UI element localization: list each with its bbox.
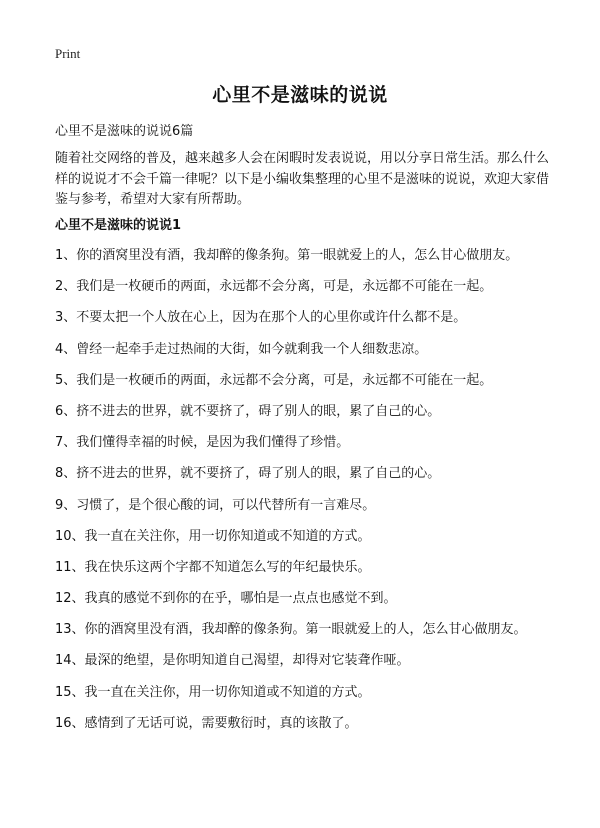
- list-item: 10、我一直在关注你，用一切你知道或不知道的方式。: [55, 528, 371, 544]
- intro-paragraph: 随着社交网络的普及，越来越多人会在闲暇时发表说说，用以分享日常生活。那么什么样的说说才不会千篇一律呢？以下是小编收集整理的心里不是滋味的说说，欢迎大家借鉴与参考，希望对大家有所帮助。: [55, 151, 550, 207]
- list-item: 11、我在快乐这两个字都不知道怎么写的年纪最快乐。: [55, 559, 371, 575]
- list-item: 9、习惯了，是个很心酸的词，可以代替所有一言难尽。: [55, 497, 376, 513]
- list-item: 15、我一直在关注你，用一切你知道或不知道的方式。: [55, 684, 371, 700]
- list-item: 8、挤不进去的世界，就不要挤了，碍了别人的眼，累了自己的心。: [55, 466, 441, 482]
- list-item: 2、我们是一枚硬币的两面，永远都不会分离，可是，永远都不可能在一起。: [55, 279, 493, 295]
- list-item: 6、挤不进去的世界，就不要挤了，碍了别人的眼，累了自己的心。: [55, 403, 441, 419]
- list-item: 1、你的酒窝里没有酒，我却醉的像条狗。第一眼就爱上的人，怎么甘心做朋友。: [55, 248, 519, 263]
- list-item: 12、我真的感觉不到你的在乎，哪怕是一点点也感觉不到。: [55, 591, 397, 607]
- print-link[interactable]: Print: [55, 46, 81, 61]
- list-item: 5、我们是一枚硬币的两面，永远都不会分离，可是，永远都不可能在一起。: [55, 372, 493, 388]
- section-heading: 心里不是滋味的说说1: [55, 218, 182, 233]
- list-item: 7、我们懂得幸福的时候，是因为我们懂得了珍惜。: [55, 435, 350, 451]
- list-item: 4、曾经一起牵手走过热闹的大街，如今就剩我一个人细数悲凉。: [55, 341, 428, 357]
- list-item: 16、感情到了无话可说，需要敷衍时，真的该散了。: [55, 715, 358, 731]
- list-item: 14、最深的绝望，是你明知道自己渴望，却得对它装聋作哑。: [55, 653, 410, 669]
- quote-list: [55, 247, 555, 746]
- document-subtitle: 心里不是滋味的说说6篇: [55, 124, 194, 139]
- page-title: 心里不是滋味的说说: [212, 84, 388, 106]
- list-item: 3、不要太把一个人放在心上，因为在那个人的心里你或许什么都不是。: [55, 310, 467, 326]
- list-item: 13、你的酒窝里没有酒，我却醉的像条狗。第一眼就爱上的人，怎么甘心做朋友。: [55, 622, 527, 638]
